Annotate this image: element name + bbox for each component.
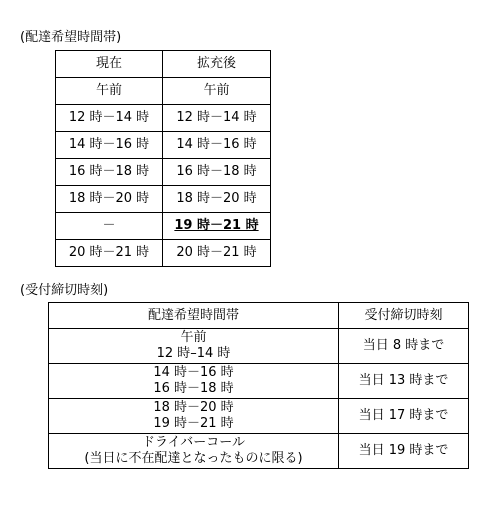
slot-line: (当日に不在配達となったものに限る): [84, 451, 303, 466]
expanded-slot: 12 時－14 時: [163, 105, 271, 132]
slot-line: 16 時－18 時: [153, 381, 234, 396]
table-row: [49, 329, 469, 364]
header-cutoff: 受付締切時刻: [339, 303, 469, 329]
table-row: [56, 78, 271, 105]
expanded-slot-new: [163, 213, 271, 240]
slot-cell: [49, 399, 339, 434]
table-row: [56, 105, 271, 132]
expanded-slot: 14 時－16 時: [163, 132, 271, 159]
cutoff-cell: 当日 13 時まで: [339, 364, 469, 399]
header-expanded: 拡充後: [163, 51, 271, 78]
table-header-row: [56, 51, 271, 78]
header-delivery-slot: 配達希望時間帯: [49, 303, 339, 329]
cutoff-cell: 当日 17 時まで: [339, 399, 469, 434]
slot-line: 14 時－16 時: [153, 365, 234, 380]
current-slot: 16 時－18 時: [56, 159, 163, 186]
slot-cell: [49, 329, 339, 364]
cutoff-cell: 当日 19 時まで: [339, 434, 469, 469]
slot-cell: [49, 434, 339, 469]
expanded-slot: 午前: [163, 78, 271, 105]
expanded-slot: 20 時－21 時: [163, 240, 271, 267]
table-row: [49, 364, 469, 399]
slot-line: ドライバーコール: [141, 435, 246, 450]
current-slot: 20 時－21 時: [56, 240, 163, 267]
table-row: [49, 434, 469, 469]
current-slot: 14 時－16 時: [56, 132, 163, 159]
header-current: 現在: [56, 51, 163, 78]
table-row: [56, 213, 271, 240]
cutoff-table: [48, 302, 469, 469]
expanded-slot: 18 時－20 時: [163, 186, 271, 213]
table-row: [56, 132, 271, 159]
current-slot: －: [56, 213, 163, 240]
table-row: [56, 240, 271, 267]
cutoff-cell: 当日 8 時まで: [339, 329, 469, 364]
table-header-row: [49, 303, 469, 329]
slot-line: 12 時–14 時: [156, 346, 231, 361]
slot-line: 19 時－21 時: [153, 416, 234, 431]
table-row: [56, 159, 271, 186]
slot-line: 18 時－20 時: [153, 400, 234, 415]
current-slot: 午前: [56, 78, 163, 105]
current-slot: 18 時－20 時: [56, 186, 163, 213]
expanded-slot: 16 時－18 時: [163, 159, 271, 186]
table-row: [56, 186, 271, 213]
slot-cell: [49, 364, 339, 399]
delivery-time-table: [55, 50, 271, 267]
slot-line: 午前: [180, 330, 207, 345]
table-row: [49, 399, 469, 434]
delivery-time-caption: (配達希望時間帯): [20, 30, 122, 45]
cutoff-caption: (受付締切時刻): [20, 283, 109, 298]
current-slot: 12 時－14 時: [56, 105, 163, 132]
new-slot-highlight: 19 時－21 時: [174, 218, 259, 233]
